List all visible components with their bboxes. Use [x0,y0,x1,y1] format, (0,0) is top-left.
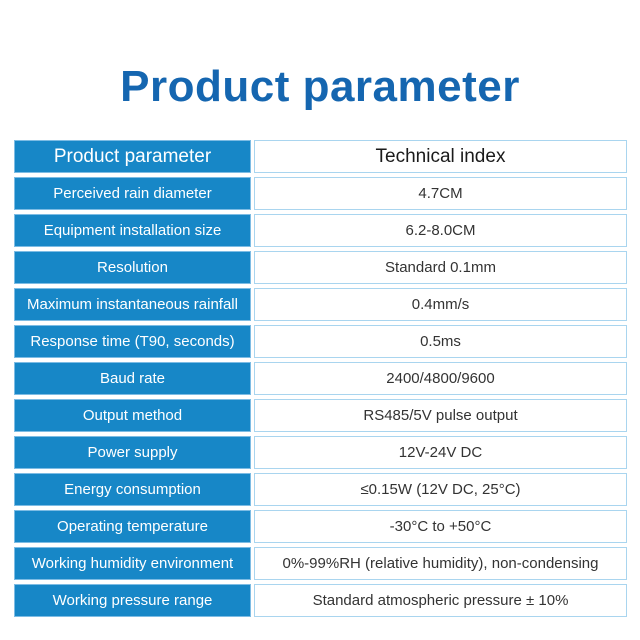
param-cell: Power supply [14,436,251,469]
table-row [14,362,627,395]
value-cell: 0.4mm/s [254,288,627,321]
param-cell: Working pressure range [14,584,251,617]
param-cell: Output method [14,399,251,432]
value-cell: 0%-99%RH (relative humidity), non-condensing [254,547,627,580]
value-cell: Standard 0.1mm [254,251,627,284]
param-cell: Energy consumption [14,473,251,506]
spec-table [14,140,627,617]
value-cell: ≤0.15W (12V DC, 25°C) [254,473,627,506]
param-cell: Equipment installation size [14,214,251,247]
table-row [14,584,627,617]
table-row [14,510,627,543]
table-row [14,436,627,469]
value-cell: -30°C to +50°C [254,510,627,543]
value-cell: Standard atmospheric pressure ± 10% [254,584,627,617]
table-row [14,288,627,321]
table-row [14,214,627,247]
param-cell: Operating temperature [14,510,251,543]
table-row [14,325,627,358]
param-cell: Working humidity environment [14,547,251,580]
param-cell: Maximum instantaneous rainfall [14,288,251,321]
table-row [14,399,627,432]
param-cell: Baud rate [14,362,251,395]
table-row [14,473,627,506]
table-row [14,251,627,284]
table-row [14,547,627,580]
param-cell: Perceived rain diameter [14,177,251,210]
value-cell: 0.5ms [254,325,627,358]
param-cell: Response time (T90, seconds) [14,325,251,358]
table-header-row [14,140,627,173]
header-param-cell: Product parameter [14,140,251,173]
value-cell: 12V-24V DC [254,436,627,469]
page-title: Product parameter [120,62,520,111]
value-cell: 2400/4800/9600 [254,362,627,395]
value-cell: 4.7CM [254,177,627,210]
value-cell: 6.2-8.0CM [254,214,627,247]
table-row [14,177,627,210]
param-cell: Resolution [14,251,251,284]
value-cell: RS485/5V pulse output [254,399,627,432]
header-value-cell: Technical index [254,140,627,173]
